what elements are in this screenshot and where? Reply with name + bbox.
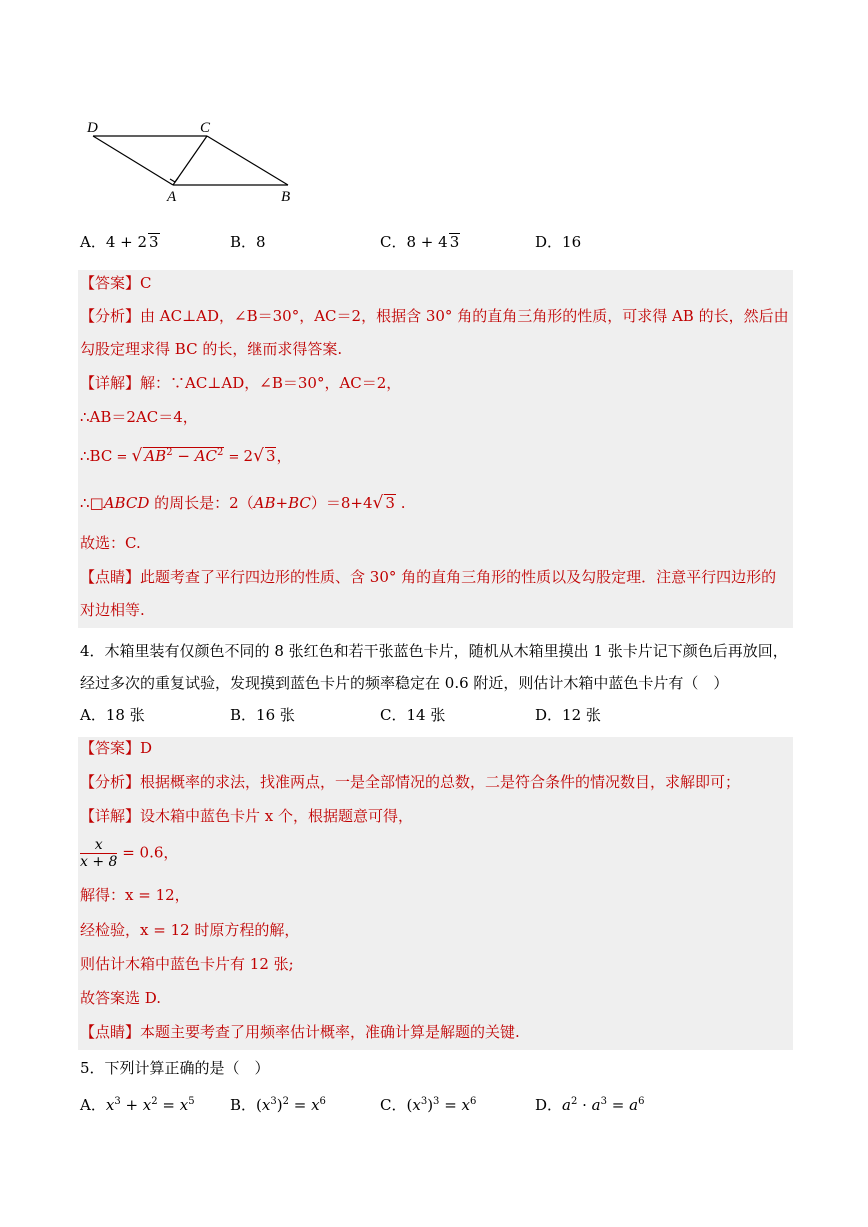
q3-analysis-line2: 勾股定理求得 BC 的长，继而求得答案. — [80, 340, 343, 358]
option-label: C． — [380, 233, 407, 251]
q3-solution-box — [78, 270, 793, 628]
q3-option-a: A．4 + 2 3 — [80, 233, 159, 251]
option-label: D． — [535, 233, 563, 251]
q3-choose: 故选：C. — [80, 534, 141, 552]
segment-ca — [173, 136, 207, 185]
q5-option-a: A．$x^3 + x^2 = x^5$ — [80, 1096, 195, 1114]
label-d: D — [87, 120, 98, 136]
q3-answer: 【答案】C — [80, 274, 152, 292]
q3-option-b — [230, 232, 266, 252]
q4-analysis: 【分析】根据概率的求法，找准两点，一是全部情况的总数，二是符合条件的情况数目，求解即可； — [80, 773, 741, 791]
q5-stem: 5．下列计算正确的是（ ） — [80, 1059, 270, 1077]
segment-da — [93, 136, 173, 185]
option-label: A． — [80, 233, 106, 251]
q4-detail-line1: 【详解】设木箱中蓝色卡片 x 个，根据题意可得， — [80, 807, 413, 825]
q4-check: 经检验，x = 12 时原方程的解， — [80, 921, 300, 939]
label-c: C — [200, 120, 211, 136]
q3-comment-line2: 对边相等. — [80, 601, 145, 619]
option-value: 8 — [256, 233, 266, 251]
fraction-rhs: = 0.6， — [122, 843, 179, 862]
q4-comment: 【点睛】本题主要考查了用频率估计概率，准确计算是解题的关键. — [80, 1023, 520, 1041]
q5-option-d: D．$a^2 \cdot a^3 = a^6$ — [535, 1096, 645, 1114]
q4-answer: 【答案】D — [80, 739, 153, 757]
q4-stem-line1: 4．木箱里装有仅颜色不同的 8 张红色和若干张蓝色卡片，随机从木箱里摸出 1 张卡片记下颜色后再放回， — [80, 642, 788, 660]
q4-solution-box — [78, 737, 793, 1050]
q4-option-a: A．18 张 — [80, 706, 145, 724]
q3-detail-line2: ∴AB＝2AC＝4， — [80, 408, 198, 426]
q4-option-c: C．14 张 — [380, 706, 446, 724]
q3-option-d — [535, 232, 581, 252]
label-a: A — [167, 189, 177, 205]
parallelogram-figure — [80, 110, 310, 210]
segment-cb — [207, 136, 288, 185]
q4-choose: 故答案选 D. — [80, 989, 162, 1007]
right-angle-mark — [170, 178, 178, 182]
q4-solve: 解得：x = 12， — [80, 886, 190, 904]
option-label: B． — [230, 233, 257, 251]
q3-detail-line3: ∴BC = √ $AB^2 - AC^2 = 2√$ 3， — [80, 446, 292, 466]
q5-option-c: C．$(x^3)^3 = x^6$ — [380, 1096, 477, 1114]
q5-option-b: B．$(x^3)^2 = x^6$ — [230, 1096, 326, 1114]
q3-detail-line4: ∴□ABCD 的周长是：2（AB+BC）＝8+4√ 3 . — [80, 493, 406, 513]
q3-detail-line1: 【详解】解：∵AC⊥AD，∠B＝30°，AC＝2， — [80, 374, 402, 392]
q4-option-d: D．12 张 — [535, 706, 601, 724]
q4-stem-line2: 经过多次的重复试验，发现摸到蓝色卡片的频率稳定在 0.6 附近，则估计木箱中蓝色卡片有（ ） — [80, 674, 729, 692]
q4-equation — [80, 837, 178, 870]
q3-analysis-line1: 【分析】由 AC⊥AD，∠B＝30°，AC＝2，根据含 30° 角的直角三角形的性质，可求得 AB 的长，然后由 — [80, 307, 789, 325]
option-value: 16 — [562, 233, 582, 251]
bc-label: ∴BC — [80, 447, 113, 465]
q4-option-b: B．16 张 — [230, 706, 295, 724]
q4-estimate: 则估计木箱中蓝色卡片有 12 张; — [80, 955, 294, 973]
q3-option-c: C．8 + 4 3 — [380, 233, 460, 251]
fraction: $\frac{x}{x + 8}$ — [80, 837, 118, 870]
q3-comment-line1: 【点睛】此题考查了平行四边形的性质、含 30° 角的直角三角形的性质以及勾股定理．注意平行四边形的 — [80, 568, 777, 586]
label-b: B — [281, 189, 291, 205]
